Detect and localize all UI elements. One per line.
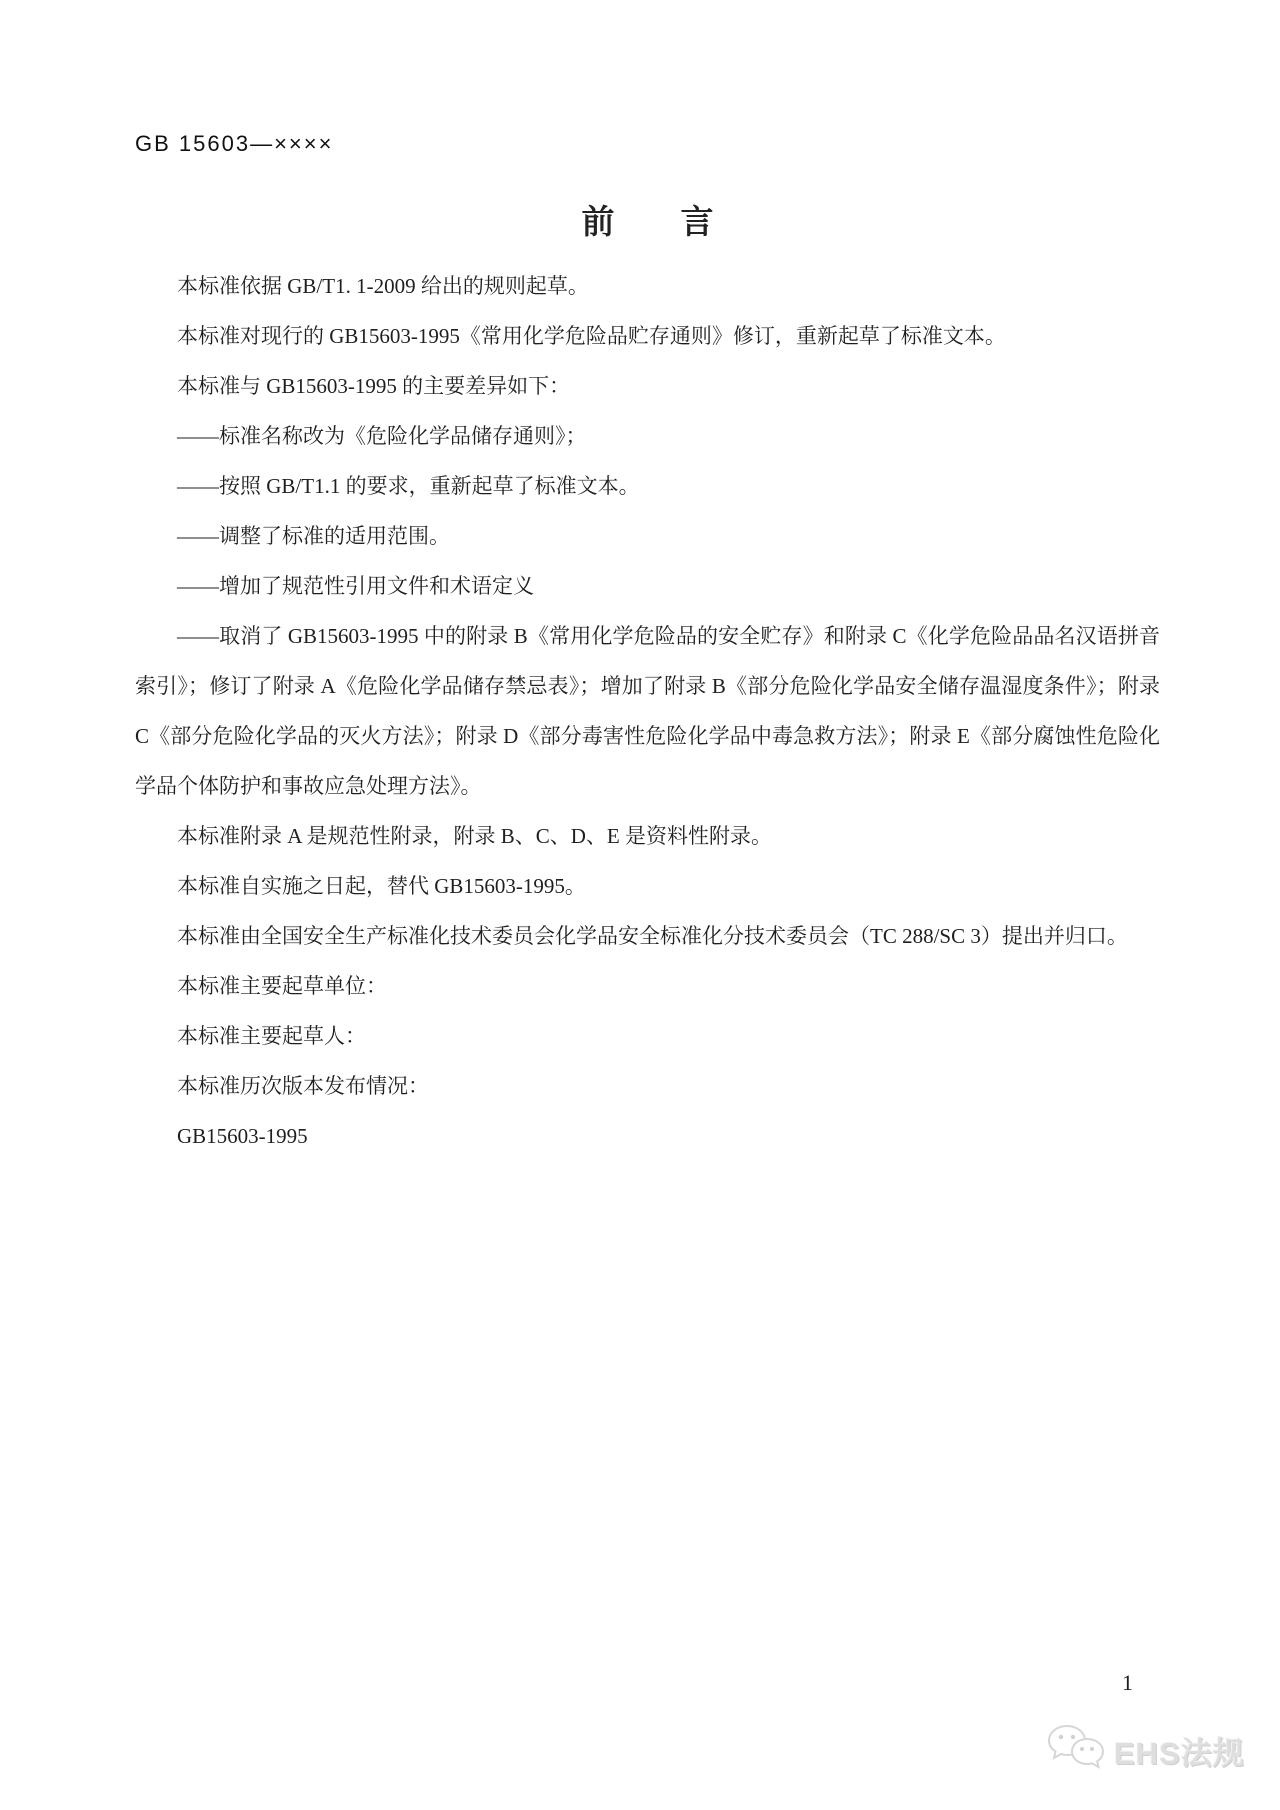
- wechat-chat-bubbles-icon: [1046, 1722, 1108, 1779]
- foreword-paragraph: 本标准主要起草人：: [177, 1024, 366, 1048]
- foreword-list-item: ——增加了规范性引用文件和术语定义: [177, 574, 534, 598]
- foreword-body: [135, 261, 1160, 1161]
- foreword-list-item: ——取消了 GB15603-1995 中的附录 B《常用化学危险品的安全贮存》和附录 C《化学危险品品名汉语拼音索引》；修订了附录 A《危险化学品储存禁忌表》；增加了附录 B《部分危险化学品安全储存温湿度条件》；附录 C《部分危险化学品的灭火方法》；附录 D《部分毒害性危险化学品中毒急救方法》；附录 E《部分腐蚀性危险化学品个体防护和事故应急处理方法》。: [135, 624, 1160, 798]
- foreword-list-item: ——标准名称改为《危险化学品储存通则》；: [177, 424, 587, 448]
- foreword-paragraph: 本标准由全国安全生产标准化技术委员会化学品安全标准化分技术委员会（TC 288/SC 3）提出并归口。: [177, 924, 1128, 948]
- foreword-paragraph: 本标准历次版本发布情况：: [177, 1074, 429, 1098]
- foreword-list-item: ——按照 GB/T1.1 的要求，重新起草了标准文本。: [177, 474, 640, 498]
- foreword-paragraph: 本标准依据 GB/T1. 1-2009 给出的规则起草。: [177, 274, 589, 298]
- foreword-paragraph: 本标准附录 A 是规范性附录，附录 B、C、D、E 是资料性附录。: [177, 824, 773, 848]
- foreword-paragraph: 本标准对现行的 GB15603-1995《常用化学危险品贮存通则》修订，重新起草了标准文本。: [177, 324, 1006, 348]
- page-title: 前 言: [581, 203, 714, 240]
- foreword-list-item: ——调整了标准的适用范围。: [177, 524, 450, 548]
- foreword-paragraph: 本标准主要起草单位：: [177, 974, 387, 998]
- page-number: 1: [1122, 1670, 1133, 1695]
- foreword-paragraph: 本标准与 GB15603-1995 的主要差异如下：: [177, 374, 571, 398]
- foreword-paragraph: 本标准自实施之日起，替代 GB15603-1995。: [177, 874, 586, 898]
- watermark: [1046, 1722, 1245, 1779]
- foreword-paragraph: GB15603-1995: [177, 1124, 308, 1148]
- standard-code-header: GB 15603—××××: [135, 131, 334, 156]
- watermark-label: EHS法规: [1114, 1736, 1245, 1771]
